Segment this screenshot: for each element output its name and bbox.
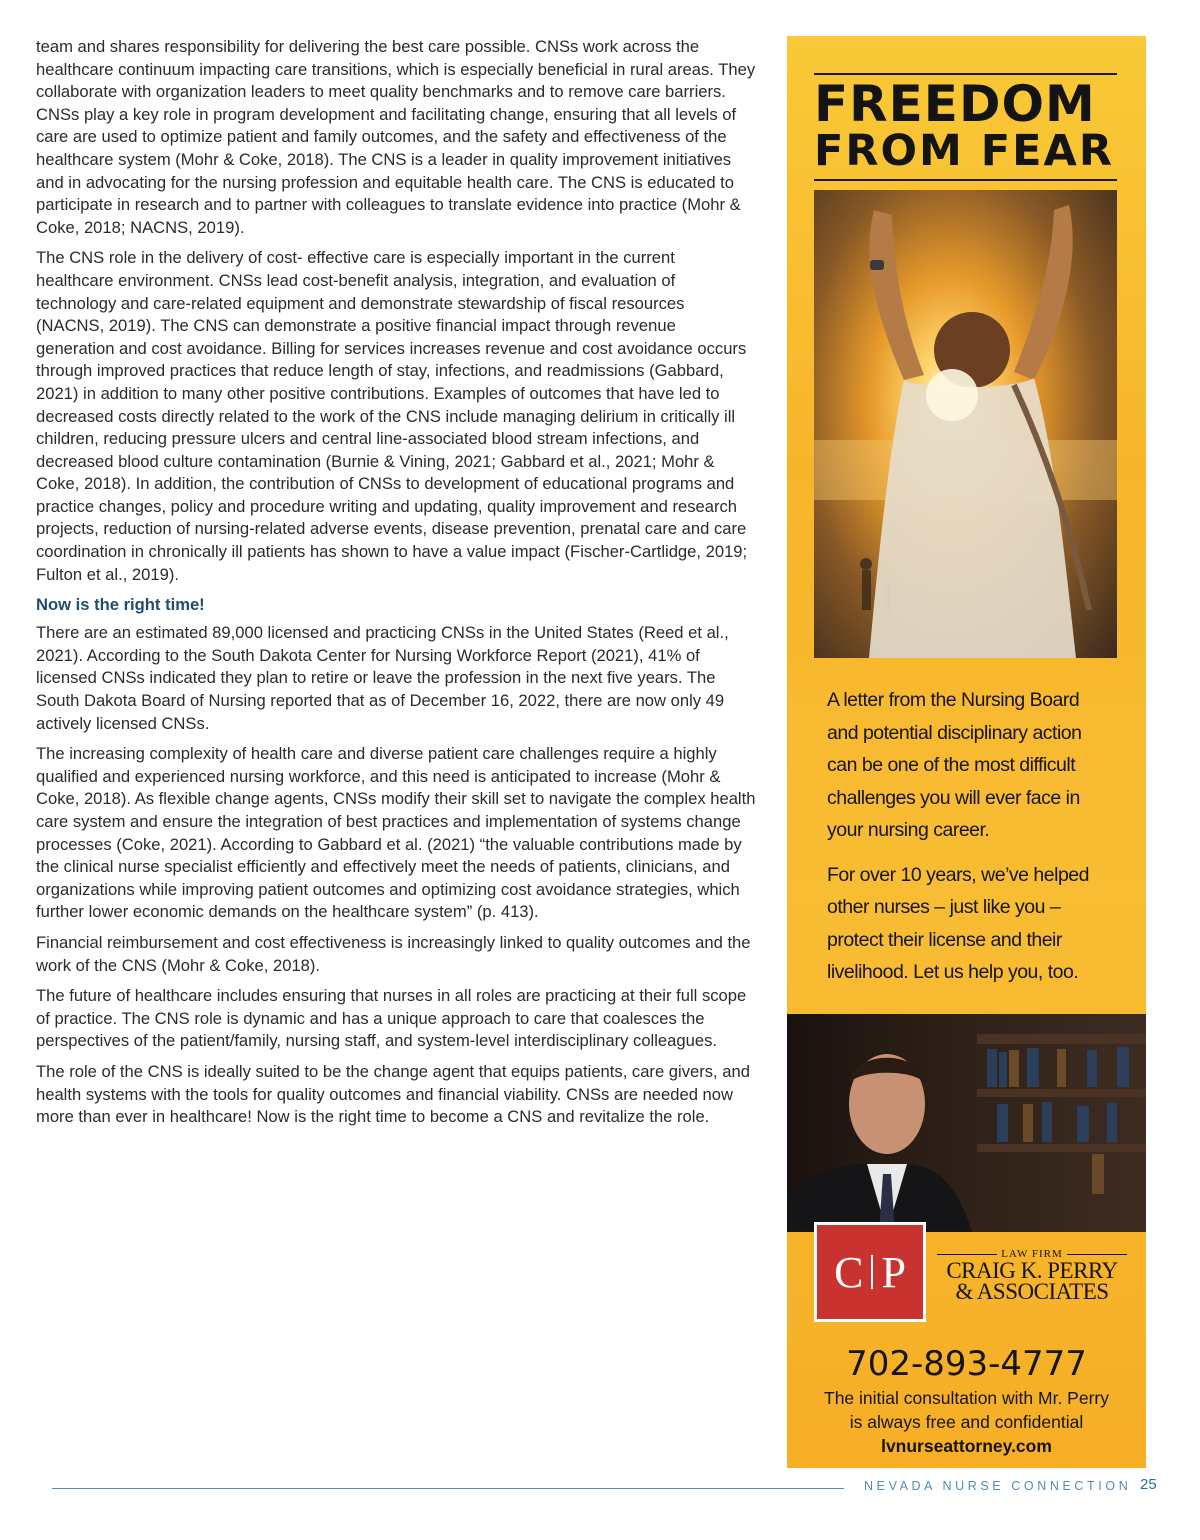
headline-bottom-rule: [814, 179, 1117, 181]
footer-rule: [52, 1488, 844, 1489]
logo-divider: [871, 1255, 873, 1289]
article-paragraph: The increasing complexity of health care and diverse patient care challenges require a highly qualified and experienced nursing workforce, and this need is anticipated to increase (Mohr & Coke, 2018). As flexible change agents, CNSs modify their skill set to navigate the complex health care system and ensure the integration of best practices and implementation of systems change processes (Coke, 2021). According to Gabbard et al. (2021) “the valuable contributions made by the clinical nurse specialist efficiently and effectively meet the needs of patients, clinicians, and organizations while improving patient outcomes and optimizing cost avoidance strategies, which further lower economic demands on the healthcare system” (p. 413).: [36, 744, 756, 922]
ad-body-paragraph-1: A letter from the Nursing Board and potential disciplinary action can be one of the most difficult challenges you will ever face in your nursing career.: [827, 689, 1082, 841]
logo-letter-c: C: [834, 1247, 864, 1297]
article-column: [36, 36, 756, 1137]
ad-body-copy: [827, 684, 1107, 1001]
logo-letter-p: P: [881, 1247, 906, 1297]
ad-body-paragraph-2: For over 10 years, we’ve helped other nurses – just like you – protect their license and their livelihood. Let us help you, too.: [827, 863, 1089, 983]
article-paragraph: The CNS role in the delivery of cost- effective care is especially important in the current healthcare environment. CNSs lead cost-benefit analysis, integration, and evaluation of technology and care-related equipment and demonstrate stewardship of fiscal resources (NACNS, 2019). The CNS can demonstrate a positive financial impact through revenue generation and cost avoidance. Billing for services increases revenue and cost avoidance occurs through improved practices that reduce length of stay, infections, and readmissions (Gabbard, 2021) in addition to many other positive contributions. Examples of outcomes that have led to decreased costs directly related to the work of the CNS include managing delirium in critically ill children, reducing pressure ulcers and central line-associated blood stream infections, and decreased blood culture contamination (Burnie & Vining, 2021; Gabbard et al., 2021; Mohr & Coke, 2018). In addition, the contribution of CNSs to development of educational programs and practice changes, policy and procedure writing and updating, quality improvement and research projects, reduction of nursing-related adverse events, disease prevention, prenatal care and care coordination in chronically ill patients has shown to have a value impact (Fischer-Cartlidge, 2019; Fulton et al., 2019).: [36, 248, 748, 584]
page-number: 25: [1140, 1476, 1157, 1493]
article-paragraph: There are an estimated 89,000 licensed and practicing CNSs in the United States (Reed et al., 2021). According to the South Dakota Center for Nursing Workforce Report (2021), 41% of licensed CNSs indicated they plan to retire or leave the profession in the next five years. The South Dakota Board of Nursing reported that as of December 16, 2022, there are now only 49 actively licensed CNSs.: [36, 623, 729, 733]
ad-headline-line-1: FREEDOM: [814, 75, 1096, 133]
phone-number[interactable]: 702-893-4777: [846, 1344, 1087, 1384]
consultation-note: [787, 1386, 1146, 1434]
law-firm-name-block: [937, 1248, 1127, 1302]
website-link[interactable]: lvnurseattorney.com: [881, 1436, 1052, 1456]
firm-name-line-1: CRAIG K. PERRY: [946, 1258, 1118, 1283]
ad-headline: [814, 75, 1124, 176]
ad-headline-line-2: FROM FEAR: [814, 126, 1114, 176]
publication-name: NEVADA NURSE CONNECTION: [864, 1479, 1132, 1493]
consultation-line-1: The initial consultation with Mr. Perry: [824, 1388, 1109, 1408]
consultation-line-2: is always free and confidential: [849, 1412, 1084, 1432]
section-heading: Now is the right time!: [36, 595, 205, 615]
firm-name-line-2: & ASSOCIATES: [955, 1279, 1109, 1304]
article-paragraph: The role of the CNS is ideally suited to be the change agent that equips patients, care givers, and health systems with the tools for quality outcomes and financial viability. CNSs are needed now more than ever in healthcare! Now is the right time to become a CNS and revitalize the role.: [36, 1061, 750, 1127]
attorney-portrait-photo: [787, 1014, 1146, 1232]
article-paragraph: team and shares responsibility for delivering the best care possible. CNSs work across the healthcare continuum impacting care transitions, which is especially beneficial in rural areas. They collaborate with organization leaders to meet quality benchmarks and to remove care barriers. CNSs play a key role in program development and facilitating change, ensuring that all levels of care are used to optimize patient and family outcomes, and the safety and effectiveness of the healthcare system (Mohr & Coke, 2018). The CNS is a leader in quality improvement initiatives and in advocating for the nursing profession and equitable health care. The CNS is educated to participate in research and to partner with colleagues to translate evidence into practice (Mohr & Coke, 2018; NACNS, 2019).: [36, 37, 756, 237]
law-firm-advertisement: [787, 36, 1146, 1468]
article-paragraph: The future of healthcare includes ensuring that nurses in all roles are practicing at their full scope of practice. The CNS role is dynamic and has a unique approach to care that coalesces the perspectives of the patient/family, nursing staff, and system-level interdisciplinary colleagues.: [36, 986, 747, 1051]
article-paragraph: Financial reimbursement and cost effectiveness is increasingly linked to quality outcomes and the work of the CNS (Mohr & Coke, 2018).: [36, 932, 751, 975]
law-firm-logo: [814, 1222, 926, 1322]
celebrating-woman-photo: [814, 190, 1117, 658]
law-firm-label-text: LAW FIRM: [1001, 1248, 1063, 1260]
